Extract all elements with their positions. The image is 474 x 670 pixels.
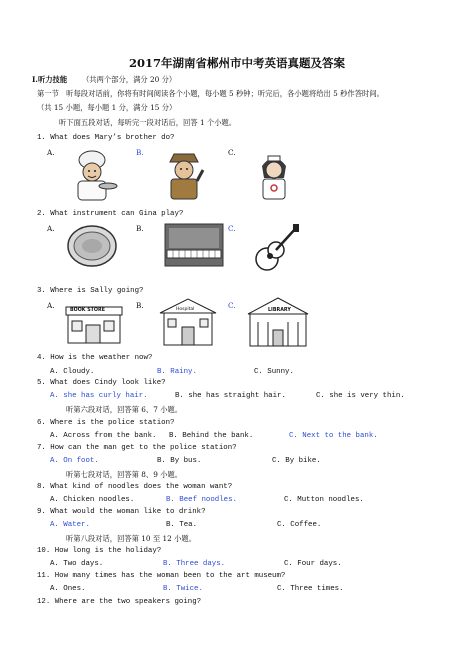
- instruction-7: 听第七段对话，回答第 8、9 小题。: [66, 470, 183, 479]
- q5-option-a: A. she has curly hair.: [50, 392, 148, 400]
- q1-option-c-label: C.: [228, 148, 236, 157]
- q5-option-c: C. she is very thin.: [316, 392, 405, 400]
- part1-line1: 第一节 听每段对话前，你将有时间阅读各个小题，每小题 5 秒钟；听完后，各小题将给出 5 秒作答时间。: [37, 89, 384, 98]
- q11-option-a: A. Ones.: [50, 585, 86, 593]
- q5-option-b: B. she has straight hair.: [175, 392, 286, 400]
- q9-option-c: C. Coffee.: [277, 521, 322, 529]
- q9-option-a: A. Water.: [50, 521, 90, 529]
- q10-option-a: A. Two days.: [50, 560, 104, 568]
- section-heading: Ⅰ.听力技能: [32, 75, 68, 84]
- question-7: 7. How can the man get to the police station?: [37, 444, 237, 452]
- question-4: 4. How is the weather now?: [37, 354, 153, 362]
- hospital-sign: Hospital: [176, 307, 195, 312]
- q2-option-a-label: A.: [47, 224, 55, 233]
- q6-option-c: C. Next to the bank.: [289, 432, 378, 440]
- q1-option-b-label: B.: [136, 148, 144, 157]
- question-2: 2. What instrument can Gina play?: [37, 210, 184, 218]
- instruction-1: 听下面五段对话，每听完一段对话后，回答 1 个小题。: [59, 118, 237, 127]
- bookstore-sign: BOOK STORE: [70, 308, 105, 313]
- question-9: 9. What would the woman like to drink?: [37, 508, 206, 516]
- q1-option-a-label: A.: [47, 148, 55, 157]
- part1-line2: （共 15 小题，每小题 1 分，满分 15 分）: [37, 103, 177, 112]
- q8-option-a: A. Chicken noodles.: [50, 496, 135, 504]
- doctor-image: [248, 148, 300, 204]
- q8-option-c: C. Mutton noodles.: [284, 496, 364, 504]
- guitar-image: [252, 222, 302, 274]
- library-sign: LIBRARY: [268, 308, 291, 313]
- q2-option-b-label: B.: [136, 224, 144, 233]
- library-image: [246, 296, 310, 348]
- soldier-image: [158, 148, 210, 204]
- q4-option-b: B. Rainy.: [157, 368, 197, 376]
- q9-option-b: B. Tea.: [166, 521, 198, 529]
- q3-option-c-label: C.: [228, 301, 236, 310]
- cook-image: [64, 148, 120, 204]
- q11-option-c: C. Three times.: [277, 585, 344, 593]
- instruction-6: 听第六段对话，回答第 6、7 小题。: [66, 405, 183, 414]
- q4-option-a: A. Cloudy.: [50, 368, 95, 376]
- q10-option-c: C. Four days.: [284, 560, 342, 568]
- q11-option-b: B. Twice.: [163, 585, 203, 593]
- question-11: 11. How many times has the woman been to the art museum?: [37, 572, 286, 580]
- question-12: 12. Where are the two speakers going?: [37, 598, 202, 606]
- page-title: 2017年湖南省郴州市中考英语真题及答案: [128, 56, 345, 70]
- question-5: 5. What does Cindy look like?: [37, 379, 166, 387]
- q6-option-b: B. Behind the bank.: [169, 432, 254, 440]
- question-6: 6. Where is the police station?: [37, 419, 175, 427]
- q2-option-c-label: C.: [228, 224, 236, 233]
- drum-image: [64, 220, 120, 272]
- q4-option-c: C. Sunny.: [254, 368, 294, 376]
- question-10: 10. How long is the holiday?: [37, 547, 162, 555]
- piano-image: [163, 222, 225, 268]
- q3-option-b-label: B.: [136, 301, 144, 310]
- question-1: 1. What does Mary’s brother do?: [37, 134, 175, 142]
- q3-option-a-label: A.: [47, 301, 55, 310]
- question-8: 8. What kind of noodles does the woman want?: [37, 483, 233, 491]
- question-3: 3. Where is Sally going?: [37, 287, 144, 295]
- bookstore-image: [64, 299, 124, 345]
- q10-option-b: B. Three days.: [163, 560, 226, 568]
- hospital-image: [158, 297, 218, 347]
- instruction-8: 听第八段对话，回答第 10 至 12 小题。: [66, 534, 197, 543]
- section-note: （共两个部分，满分 20 分）: [82, 75, 177, 84]
- q8-option-b: B. Beef noodles.: [166, 496, 237, 504]
- q7-option-a: A. On foot.: [50, 457, 99, 465]
- q7-option-b: B. By bus.: [157, 457, 202, 465]
- q6-option-a: A. Across from the bank.: [50, 432, 157, 440]
- q7-option-c: C. By bike.: [272, 457, 321, 465]
